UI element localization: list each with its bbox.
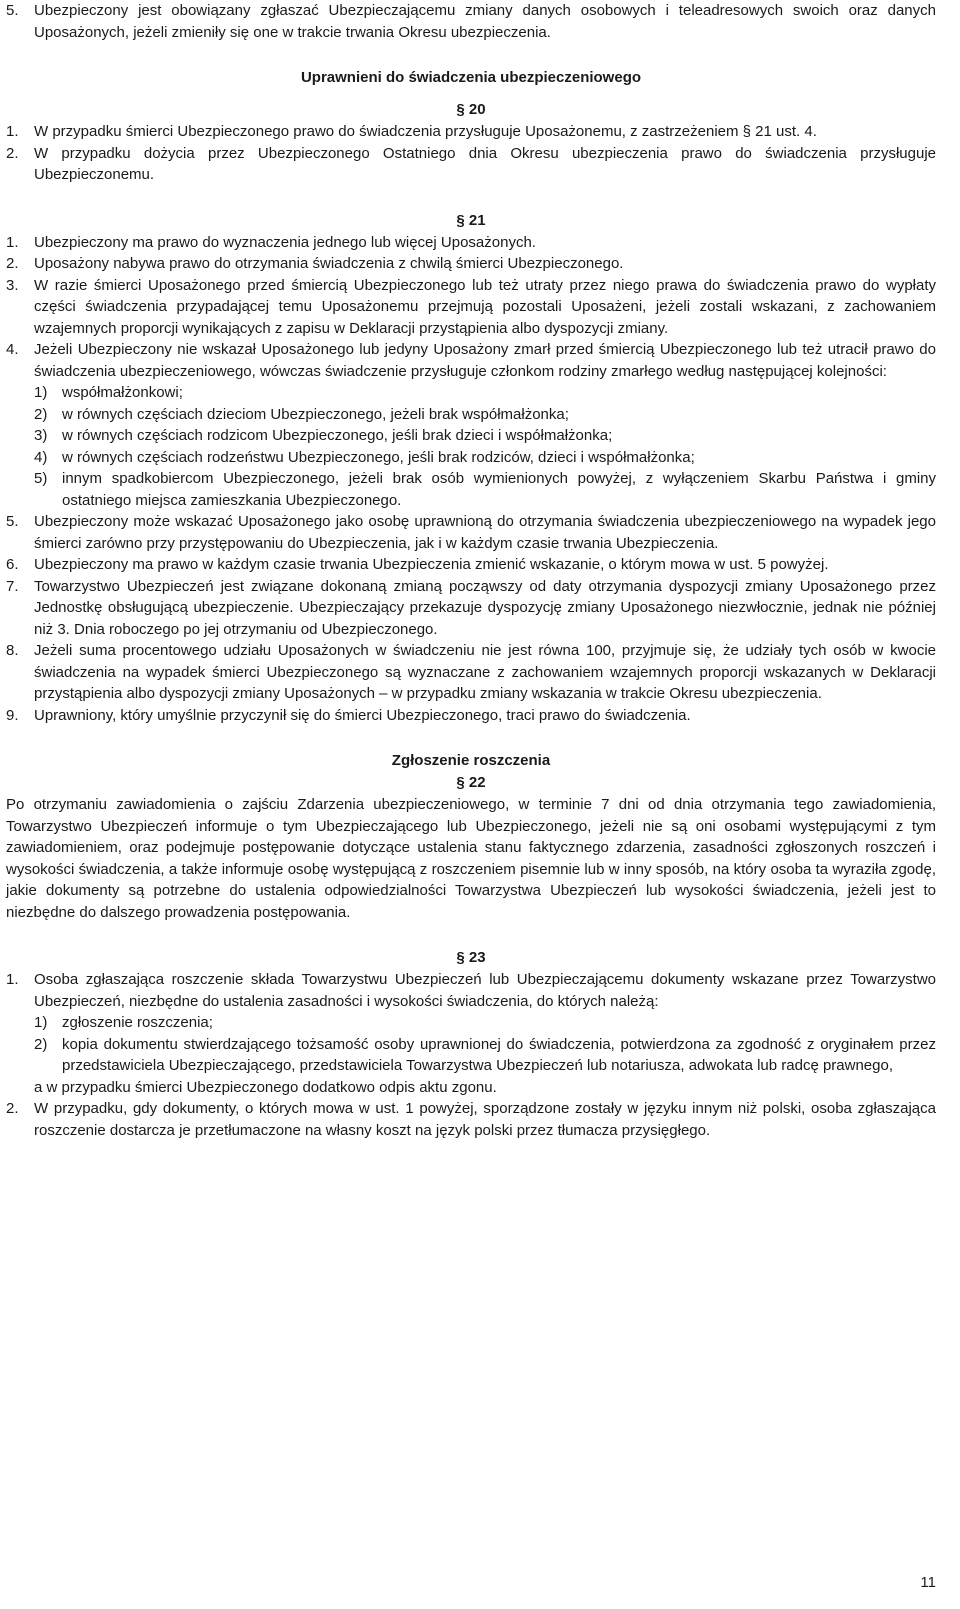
sub-item-text: innym spadkobiercom Ubezpieczonego, jeżeli brak osób wymienionych powyżej, z wyłączeniem Skarbu Państwa i gminy ostatniego miejsca zamieszkania Ubezpieczonego.: [62, 470, 936, 509]
sub-item-number: 1): [34, 384, 48, 401]
sub-item-number: 2): [34, 1035, 48, 1053]
sub-list-item: [6, 425, 936, 447]
list-item: [6, 0, 936, 43]
sub-item-number: 5): [34, 470, 48, 487]
item-number: 8.: [6, 642, 19, 659]
item-number: 1.: [6, 123, 19, 140]
sub-item-text: kopia dokumentu stwierdzającego tożsamość osoby uprawnionej do świadczenia, potwierdzona za zgodność z oryginałem przez przedstawiciela Ubezpieczającego, przedstawiciela Towarzystwa Ubezpieczeń lub notariusza, adwokata lub radcę prawnego,: [62, 1035, 936, 1074]
item-text: Ubezpieczony może wskazać Uposażonego jako osobę uprawnioną do otrzymania świadczenia ubezpieczeniowego na wypadek jego śmierci zarówno przy przystępowaniu do Ubezpieczenia, jak i w każdym czasie trwania Ubezpieczenia.: [34, 513, 936, 552]
sub-item-number: 1): [34, 1014, 48, 1031]
list-item: [6, 511, 936, 554]
item-number: 4.: [6, 341, 19, 358]
sub-item-number: 3): [34, 427, 48, 444]
list-item: [6, 969, 936, 1012]
item-number: 3.: [6, 276, 19, 294]
item-number: 5.: [6, 513, 19, 530]
section-heading-claim: Zgłoszenie roszczenia: [391, 752, 551, 769]
list-item: [6, 640, 936, 705]
sub-item-number: 2): [34, 405, 48, 423]
sub-item-text: w równych częściach rodzeństwu Ubezpieczonego, jeśli brak rodziców, dzieci i współmałżonka;: [62, 448, 695, 466]
sub-list-item: [6, 468, 936, 511]
list-item: [6, 339, 936, 382]
item-text: Ubezpieczony ma prawo w każdym czasie trwania Ubezpieczenia zmienić wskazanie, o którym mowa w ust. 5 powyżej.: [34, 556, 829, 573]
list-item: [6, 554, 936, 576]
item-number: 6.: [6, 556, 19, 573]
item-number: 9.: [6, 706, 19, 724]
section-mark-23: § 23: [456, 949, 486, 966]
sub-list-item: [6, 404, 936, 426]
section-mark-21: § 21: [456, 211, 486, 229]
item-number: 2.: [6, 144, 19, 162]
sub-list-item: [6, 1012, 936, 1034]
page-number: 11: [920, 1574, 936, 1591]
sub-list-item: [6, 382, 936, 404]
list-item: [6, 143, 936, 186]
section-mark-22: § 22: [456, 774, 486, 791]
item-text: Ubezpieczony jest obowiązany zgłaszać Ubezpieczającemu zmiany danych osobowych i teleadresowych swoich oraz danych Uposażonych, jeżeli zmieniły się one w trakcie trwania Okresu ubezpieczenia.: [34, 2, 936, 41]
sub-list-item: [6, 1034, 936, 1077]
item-text: W przypadku śmierci Ubezpieczonego prawo do świadczenia przysługuje Uposażonemu, z zastrzeżeniem § 21 ust. 4.: [34, 123, 817, 140]
item-text: W razie śmierci Uposażonego przed śmiercią Ubezpieczonego lub też utraty przez niego prawa do świadczenia prawo do wypłaty części świadczenia przypadającej temu Uposażonemu przejmują pozostali Uposażeni, jeżeli zostali wskazani, z zachowaniem wzajemnych proporcji wynikających z zapisu w Deklaracji przystąpienia albo dyspozycji zmiany.: [34, 276, 936, 337]
item-text: Uprawniony, który umyślnie przyczynił się do śmierci Ubezpieczonego, traci prawo do świadczenia.: [34, 706, 691, 724]
list-item: [6, 1098, 936, 1141]
item-text: Osoba zgłaszająca roszczenie składa Towarzystwu Ubezpieczeń lub Ubezpieczającemu dokumenty wskazane przez Towarzystwo Ubezpieczeń, niezbędne do ustalenia zasadności i wysokości świadczenia, do których należą:: [34, 971, 936, 1010]
sub-item-text: zgłoszenie roszczenia;: [62, 1014, 213, 1031]
sub-item-number: 4): [34, 448, 48, 466]
item-text: W przypadku dożycia przez Ubezpieczonego Ostatniego dnia Okresu ubezpieczenia prawo do świadczenia przysługuje Ubezpieczonemu.: [34, 144, 936, 183]
list-item: [6, 705, 936, 727]
item-number: 2.: [6, 1100, 19, 1117]
list-item: [6, 275, 936, 340]
item-number: 1.: [6, 233, 19, 251]
item-number: 7.: [6, 577, 19, 595]
item-text: Jeżeli suma procentowego udziału Uposażonych w świadczeniu nie jest równa 100, przyjmuje się, że udziały tych osób w kwocie świadczenia na wypadek śmierci Ubezpieczonego są wyznaczane z zachowaniem wzajemnych proporcji wskazanych w Deklaracji przystąpienia albo dyspozycji zmiany Uposażonych – w przypadku zmiany wskazania w trakcie Okresu ubezpieczenia.: [34, 642, 936, 702]
item-number: 2.: [6, 255, 19, 272]
item-text: W przypadku, gdy dokumenty, o których mowa w ust. 1 powyżej, sporządzone zostały w języku innym niż polski, osoba zgłaszająca roszczenie dostarcza je przetłumaczone na własny koszt na język polski przez tłumacza przysięgłego.: [34, 1100, 936, 1139]
sub-item-text: współmałżonkowi;: [62, 384, 183, 401]
sub-item-text: w równych częściach rodzicom Ubezpieczonego, jeśli brak dzieci i współmałżonka;: [62, 427, 613, 444]
item-text: Uposażony nabywa prawo do otrzymania świadczenia z chwilą śmierci Ubezpieczonego.: [34, 255, 624, 272]
section-mark-20: § 20: [456, 101, 486, 118]
sub-list-item: [6, 447, 936, 469]
item-text: Ubezpieczony ma prawo do wyznaczenia jednego lub więcej Uposażonych.: [34, 233, 536, 251]
item-number: 1.: [6, 971, 19, 988]
item-text: Jeżeli Ubezpieczony nie wskazał Uposażonego lub jedyny Uposażony zmarł przed śmiercią Ubezpieczonego lub też utracił prawo do świadczenia ubezpieczeniowego, wówczas świadczenie przysługuje członkom rodziny zmarłego według następującej kolejności:: [34, 341, 936, 380]
item-continuation: a w przypadku śmierci Ubezpieczonego dodatkowo odpis aktu zgonu.: [34, 1078, 497, 1096]
section-heading-beneficiaries: Uprawnieni do świadczenia ubezpieczeniowego: [300, 69, 642, 86]
list-item: [6, 576, 936, 641]
item-number: 5.: [6, 2, 19, 19]
sub-item-text: w równych częściach dzieciom Ubezpieczonego, jeżeli brak współmałżonka;: [62, 405, 569, 423]
claim-paragraph: Po otrzymaniu zawiadomienia o zajściu Zdarzenia ubezpieczeniowego, w terminie 7 dni od dnia otrzymania tego zawiadomienia, Towarzystwo Ubezpieczeń informuje o tym Ubezpieczającego lub Ubezpieczonego, jeżeli nie są oni osobami występującymi z tym zawiadomieniem, oraz podejmuje postępowanie dotyczące ustalenia stanu faktycznego zdarzenia, zasadności zgłoszonych roszczeń i wysokości świadczenia, a także informuje osobę występującą z roszczeniem pisemnie lub w inny sposób, na który osoba ta wyraziła zgodę, jakie dokumenty są potrzebne do ustalenia odpowiedzialności Towarzystwa Ubezpieczeń lub wysokości świadczenia, jeżeli jest to niezbędne do dalszego prowadzenia postępowania.: [6, 796, 936, 921]
list-item: [6, 232, 936, 254]
item-text: Towarzystwo Ubezpieczeń jest związane dokonaną zmianą począwszy od daty otrzymania dyspozycji zmiany Uposażonego przez Jednostkę obsługującą ubezpieczenie. Ubezpieczający przekazuje dyspozycję zmiany Uposażonego niezwłocznie, jednak nie później niż 3. Dnia roboczego po jej otrzymaniu od Ubezpieczonego.: [34, 577, 936, 638]
document-page: [6, 0, 936, 1141]
list-item: [6, 121, 936, 143]
list-item: [6, 253, 936, 275]
